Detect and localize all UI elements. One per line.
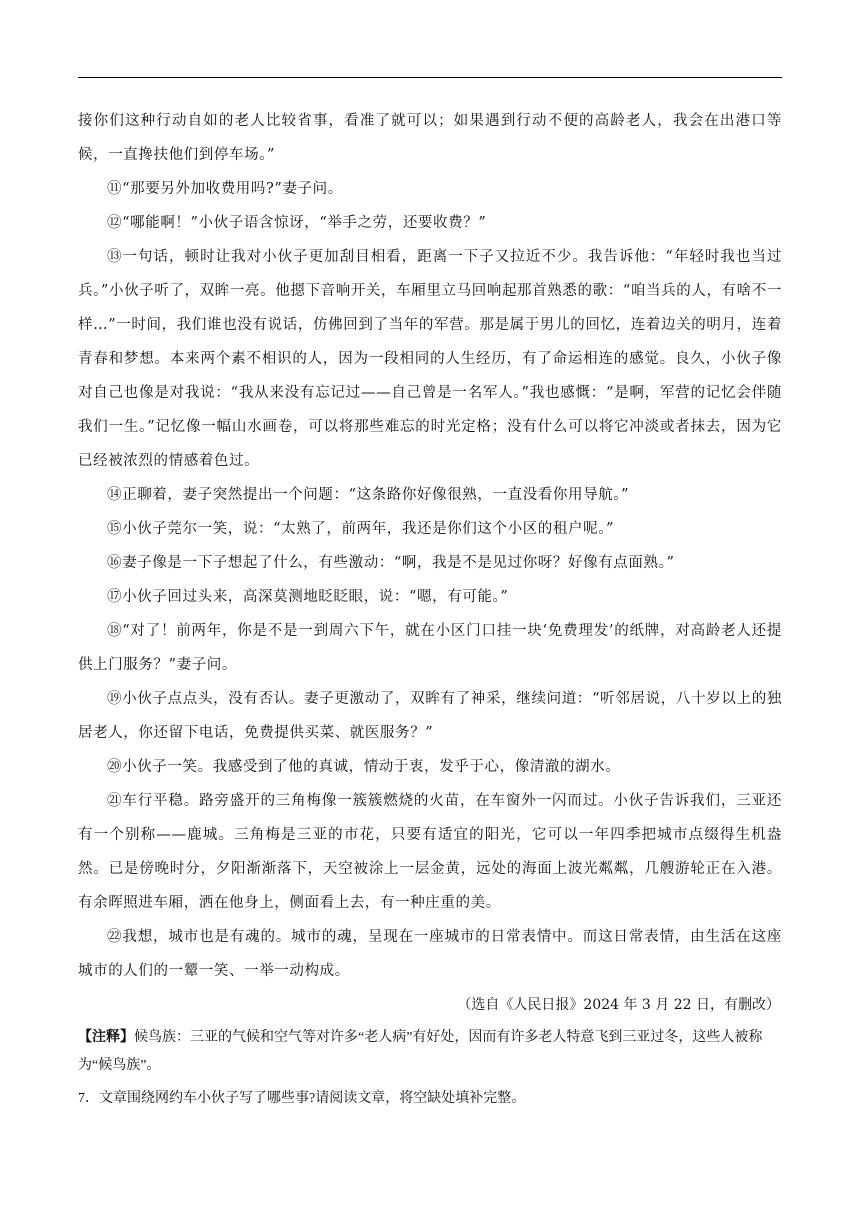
paragraph-18: ⑱“对了！前两年，你是不是一到周六下午，就在小区门口挂一块‘免费理发’的纸牌，对高龄老人还提供上门服务？”妻子问。 xyxy=(78,623,782,673)
paragraph-14: ⑭正聊着，妻子突然提出一个问题：“这条路你好像很熟，一直没看你用导航。” xyxy=(107,487,630,503)
paragraph-20: ⑳小伙子一笑。我感受到了他的真诚，情动于衷，发乎于心，像清澈的湖水。 xyxy=(107,759,621,775)
paragraph-continued: 接你们这种行动自如的老人比较省事，看准了就可以；如果遇到行动不便的高龄老人，我会在出港口等候，一直搀扶他们到停车场。” xyxy=(78,113,782,163)
question-7: 7．文章围绕网约车小伙子写了哪些事?请阅读文章，将空缺处填补完整。 xyxy=(78,1091,526,1106)
source-citation: （选自《人民日报》2024 年 3 月 22 日，有删改） xyxy=(457,997,780,1013)
paragraph-19: ⑲小伙子点点头，没有否认。妻子更激动了，双眸有了神采，继续问道：“听邻居说，八十岁以上的独居老人，你还留下电话，免费提供买菜、就医服务？” xyxy=(78,691,782,741)
paragraph-22: ㉒我想，城市也是有魂的。城市的魂，呈现在一座城市的日常表情中。而这日常表情，由生活在这座城市的人们的一颦一笑、一举一动构成。 xyxy=(78,929,782,979)
annotation-tag: 【注释】 xyxy=(78,1030,134,1045)
paragraph-12: ⑫“哪能啊！”小伙子语含惊讶，“举手之劳，还要收费？” xyxy=(107,215,487,231)
header-rule xyxy=(78,77,782,78)
paragraph-15: ⑮小伙子莞尔一笑，说：“太熟了，前两年，我还是你们这个小区的租户呢。” xyxy=(107,521,615,537)
annotation-note xyxy=(78,1024,782,1080)
paragraph-11: ⑪“那要另外加收费用吗?”妻子问。 xyxy=(107,181,343,197)
paragraph-13: ⑬一句话，顿时让我对小伙子更加刮目相看，距离一下子又拉近不少。我告诉他：“年轻时我也当过兵。”小伙子听了，双眸一亮。他摁下音响开关，车厢里立马回响起那首熟悉的歌：“咱当兵的人，有啥不一样…”一时间，我们谁也没有说话，仿佛回到了当年的军营。那是属于男儿的回忆，连着边关的明月，连着青春和梦想。本来两个素不相识的人，因为一段相同的人生经历，有了命运相连的感觉。良久，小伙子像对自己也像是对我说：“我从来没有忘记过——自己曾是一名军人。”我也感慨：“是啊，军营的记忆会伴随我们一生。”记忆像一幅山水画卷，可以将那些难忘的时光定格；没有什么可以将它冲淡或者抹去，因为它已经被浓烈的情感着色过。 xyxy=(78,249,782,469)
paragraph-21: ㉑车行平稳。路旁盛开的三角梅像一簇簇燃烧的火苗，在车窗外一闪而过。小伙子告诉我们，三亚还有一个别称——鹿城。三角梅是三亚的市花，只要有适宜的阳光，它可以一年四季把城市点缀得生机盎然。已是傍晚时分，夕阳渐渐落下，天空被涂上一层金黄，远处的海面上波光粼粼，几艘游轮正在入港。有余晖照进车厢，洒在他身上，侧面看上去，有一种庄重的美。 xyxy=(78,793,782,911)
paragraph-17: ⑰小伙子回过头来，高深莫测地眨眨眼，说：“嗯，有可能。” xyxy=(107,589,509,605)
article-body xyxy=(78,104,782,1116)
paragraph-16: ⑯妻子像是一下子想起了什么，有些激动：“啊，我是不是见过你呀？好像有点面熟。” xyxy=(107,555,675,571)
annotation-text: 候鸟族：三亚的气候和空气等对许多“老人病”有好处，因而有许多老人特意飞到三亚过冬，这些人被称为“候鸟族”。 xyxy=(78,1030,763,1073)
